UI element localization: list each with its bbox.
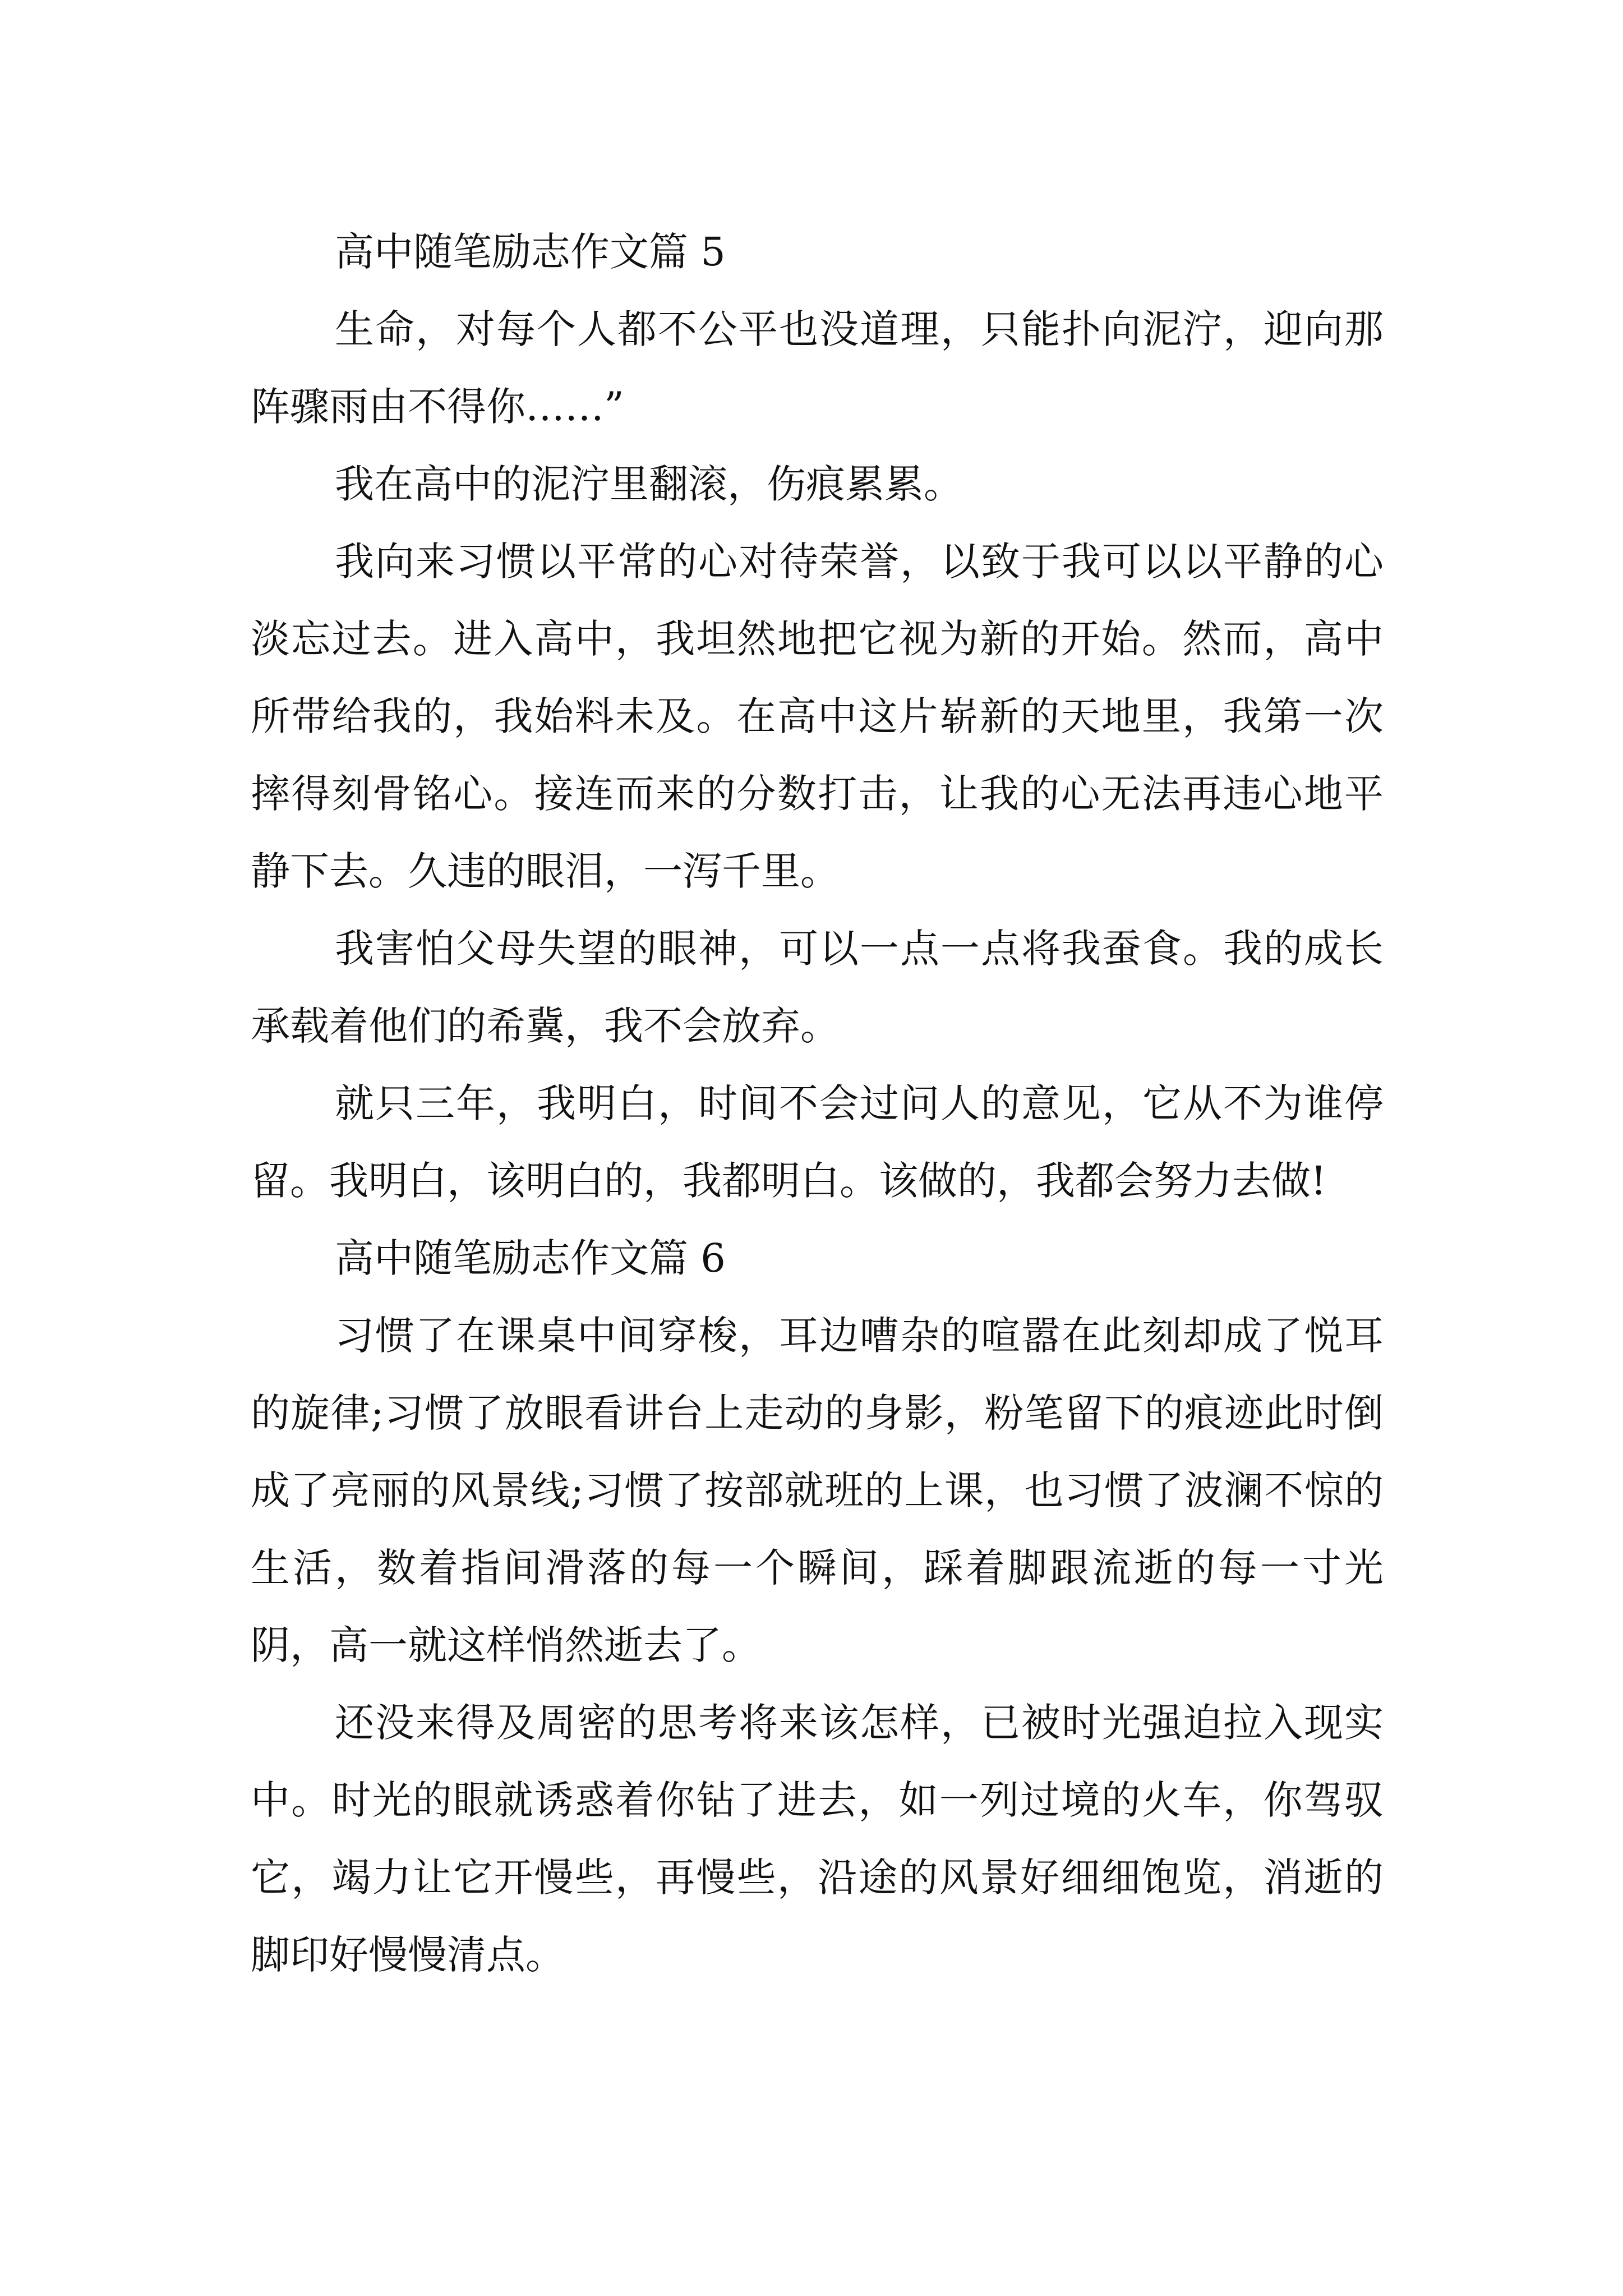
paragraph: 习惯了在课桌中间穿梭，耳边嘈杂的喧嚣在此刻却成了悦耳的旋律;习惯了放眼看讲台上走动的身影，粉笔留下的痕迹此时倒成了亮丽的风景线;习惯了按部就班的上课，也习惯了波澜不惊的生活，数着指间滑落的每一个瞬间，踩着脚跟流逝的每一寸光阴，高一就这样悄然逝去了。 — [251, 1313, 1384, 1668]
paragraph: 还没来得及周密的思考将来该怎样，已被时光强迫拉入现实中。时光的眼就诱惑着你钻了进去，如一列过境的火车，你驾驭它，竭力让它开慢些，再慢些，沿途的风景好细细饱览，消逝的脚印好慢慢清点。 — [251, 1700, 1384, 1978]
section-5-title: 高中随笔励志作文篇 5 — [335, 229, 726, 275]
paragraph: 我向来习惯以平常的心对待荣誉，以致于我可以以平静的心淡忘过去。进入高中，我坦然地把它视为新的开始。然而，高中所带给我的，我始料未及。在高中这片崭新的天地里，我第一次摔得刻骨铭心。接连而来的分数打击，让我的心无法再违心地平静下去。久违的眼泪，一泻千里。 — [251, 539, 1384, 894]
paragraph: 我在高中的泥泞里翻滚，伤痕累累。 — [335, 461, 963, 507]
section-6-title: 高中随笔励志作文篇 6 — [335, 1235, 726, 1281]
paragraph: 生命，对每个人都不公平也没道理，只能扑向泥泞，迎向那阵骤雨由不得你……” — [251, 306, 1384, 430]
paragraph: 我害怕父母失望的眼神，可以一点一点将我蚕食。我的成长承载着他们的希冀，我不会放弃。 — [251, 926, 1384, 1049]
paragraph: 就只三年，我明白，时间不会过问人的意见，它从不为谁停留。我明白，该明白的，我都明白。该做的，我都会努力去做! — [251, 1080, 1384, 1204]
document-body — [251, 213, 1384, 1994]
